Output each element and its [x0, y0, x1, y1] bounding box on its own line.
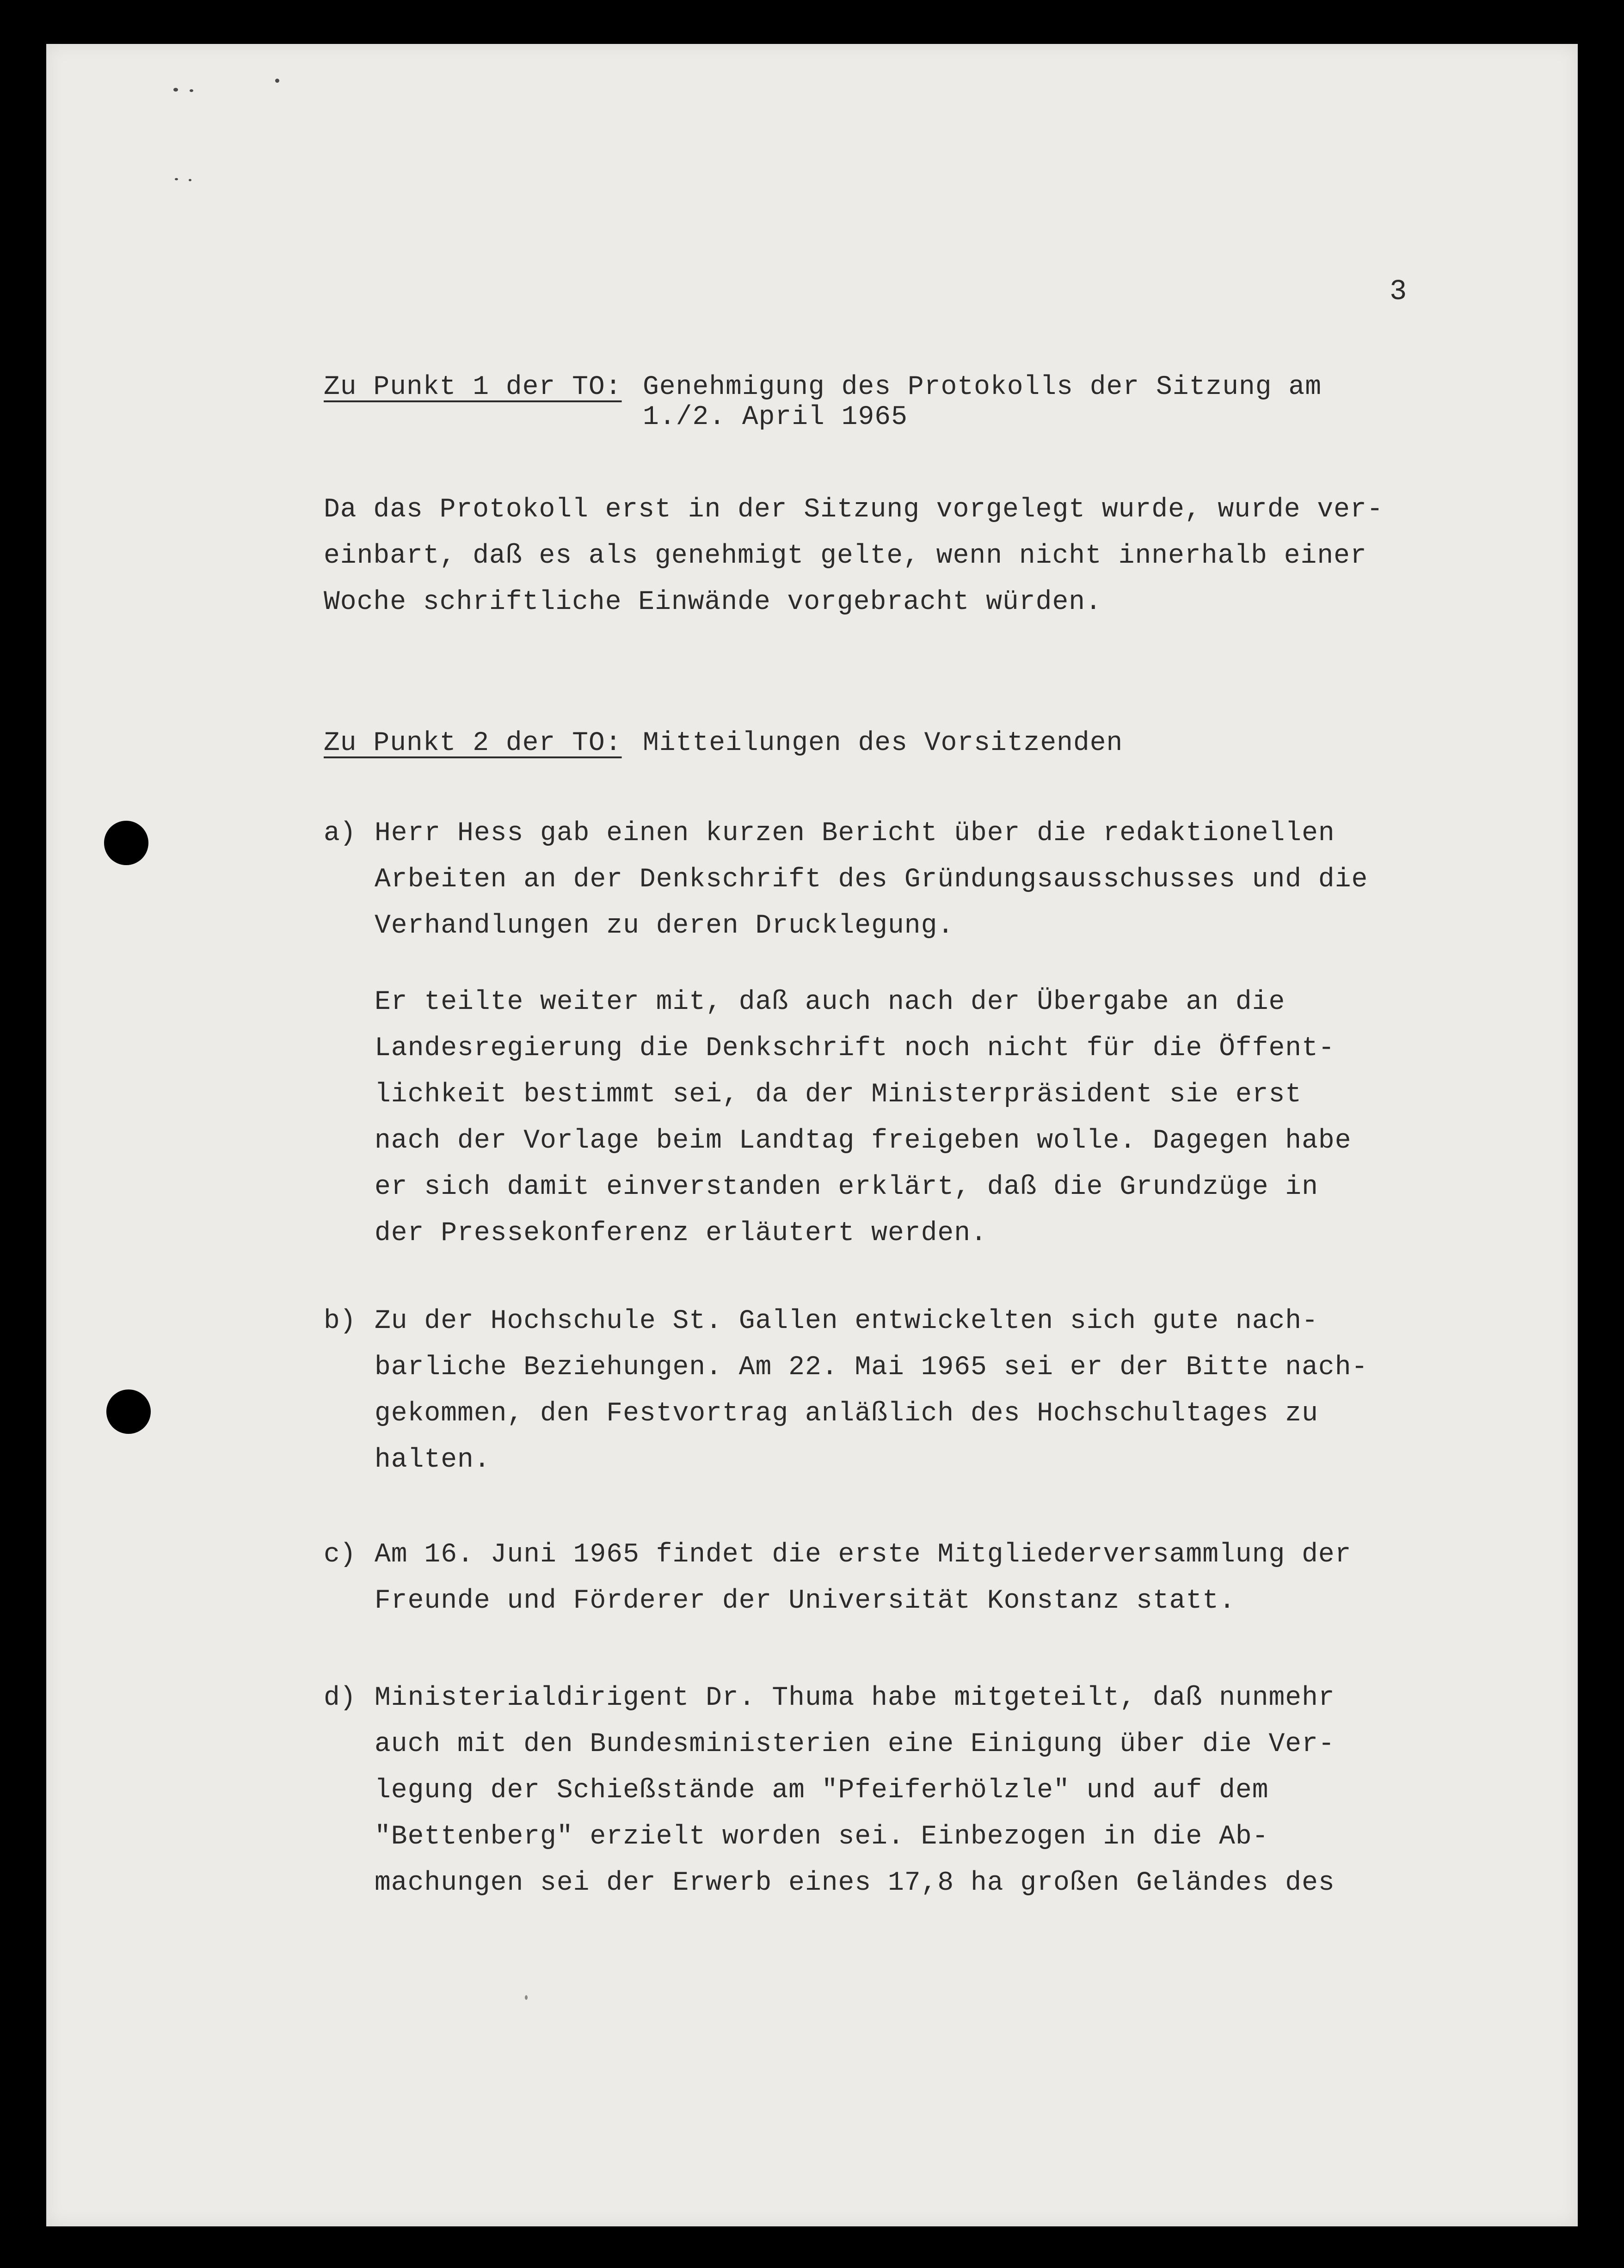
item-c-marker: c) [324, 1540, 356, 1570]
scan-speck [189, 179, 191, 181]
item-a-continuation-line: der Pressekonferenz erläutert werden. [375, 1218, 987, 1248]
scan-speck [525, 1995, 528, 2000]
scan-speck [175, 178, 178, 180]
item-a-line: Herr Hess gab einen kurzen Bericht über die redaktionellen [375, 818, 1335, 848]
item-d-line: machungen sei der Erwerb eines 17,8 ha großen Geländes des [375, 1868, 1335, 1898]
item-a-line: Verhandlungen zu deren Drucklegung. [375, 911, 954, 941]
section-2-heading-title: Mitteilungen des Vorsitzenden [643, 728, 1123, 758]
page-number: 3 [1390, 275, 1407, 308]
item-d-line: Ministerialdirigent Dr. Thuma habe mitgeteilt, daß nunmehr [375, 1683, 1335, 1713]
section-1-heading-title: Genehmigung des Protokolls der Sitzung am [643, 372, 1322, 402]
item-a-marker: a) [324, 818, 356, 848]
item-a-line: Arbeiten an der Denkschrift des Gründungsausschusses und die [375, 865, 1368, 895]
item-a-continuation-line: nach der Vorlage beim Landtag freigeben wolle. Dagegen habe [375, 1126, 1352, 1156]
item-d-line: "Bettenberg" erzielt worden sei. Einbezogen in die Ab- [375, 1822, 1269, 1852]
item-d-line: auch mit den Bundesministerien eine Einigung über die Ver- [375, 1729, 1335, 1759]
paper-sheet [46, 44, 1578, 2226]
item-a-continuation-line: Landesregierung die Denkschrift noch nicht für die Öffent- [375, 1033, 1335, 1063]
item-a-continuation-line: lichkeit bestimmt sei, da der Ministerpräsident sie erst [375, 1080, 1302, 1110]
item-b-line: barliche Beziehungen. Am 22. Mai 1965 sei er der Bitte nach- [375, 1352, 1368, 1383]
item-b-line: halten. [375, 1445, 491, 1475]
item-d-marker: d) [324, 1683, 356, 1713]
item-a-continuation-line: Er teilte weiter mit, daß auch nach der Übergabe an die [375, 987, 1286, 1017]
scan-speck [275, 79, 279, 83]
item-b-line: Zu der Hochschule St. Gallen entwickelten sich gute nach- [375, 1306, 1318, 1336]
item-a-continuation-line: er sich damit einverstanden erklärt, daß die Grundzüge in [375, 1172, 1318, 1202]
section-2-heading-label: Zu Punkt 2 der TO: [324, 728, 622, 758]
item-c-line: Freunde und Förderer der Universität Konstanz statt. [375, 1586, 1236, 1616]
section-1-paragraph-line: einbart, daß es als genehmigt gelte, wenn nicht innerhalb einer [324, 541, 1367, 571]
section-1-paragraph-line: Woche schriftliche Einwände vorgebracht würden. [324, 587, 1102, 617]
item-b-marker: b) [324, 1306, 356, 1336]
item-b-line: gekommen, den Festvortrag anläßlich des Hochschultages zu [375, 1399, 1318, 1429]
section-1-heading-label: Zu Punkt 1 der TO: [324, 372, 622, 402]
punch-hole [106, 1389, 151, 1434]
scan-speck [190, 89, 193, 92]
punch-hole [104, 821, 148, 865]
item-c-line: Am 16. Juni 1965 findet die erste Mitgliederversammlung der [375, 1540, 1352, 1570]
section-1-heading-title: 1./2. April 1965 [643, 402, 908, 432]
item-d-line: legung der Schießstände am "Pfeiferhölzle" und auf dem [375, 1776, 1269, 1806]
scan-speck [173, 88, 178, 92]
section-1-paragraph-line: Da das Protokoll erst in der Sitzung vorgelegt wurde, wurde ver- [324, 495, 1384, 525]
